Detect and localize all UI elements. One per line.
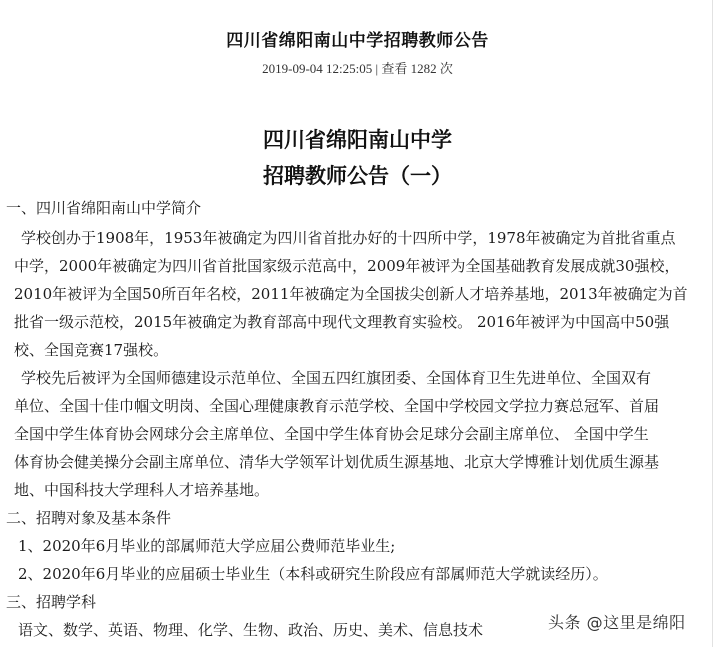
subjects-list: 语文、数学、英语、物理、化学、生物、政治、历史、美术、信息技术 bbox=[18, 621, 484, 639]
paragraph-line: 全国中学生体育协会网球分会主席单位、全国中学生体育协会足球分会副主席单位、 全国中学生 bbox=[14, 425, 649, 443]
paragraph-line: 单位、全国十佳巾帼文明岗、全国心理健康教育示范学校、全国中学校园文学拉力赛总冠军、首届 bbox=[14, 397, 660, 415]
paragraph-line: 学校创办于1908年，1953年被确定为四川省首批办好的十四所中学，1978年被确定为首批省重点 bbox=[21, 229, 676, 247]
article-meta-info: 2019-09-04 12:25:05 | 查看 1282 次 bbox=[262, 61, 453, 76]
requirement-item: 2、2020年6月毕业的应届硕士毕业生（本科或研究生阶段应有部属师范大学就读经历）。 bbox=[18, 565, 608, 583]
requirement-item: 1、2020年6月毕业的部属师范大学应届公费师范毕业生; bbox=[18, 537, 396, 555]
document-title-notice: 招聘教师公告（一） bbox=[263, 164, 452, 188]
section-heading-intro: 一、四川省绵阳南山中学简介 bbox=[6, 199, 202, 217]
paragraph-line: 2010年被评为全国50所百年名校，2011年被确定为全国拔尖创新人才培养基地，2013年被确定为首 bbox=[14, 285, 688, 303]
article-header-title: 四川省绵阳南山中学招聘教师公告 bbox=[226, 31, 489, 51]
document-title-school: 四川省绵阳南山中学 bbox=[263, 128, 452, 152]
page-edge-divider bbox=[712, 0, 713, 647]
watermark-label: 头条 @这里是绵阳 bbox=[548, 613, 686, 632]
paragraph-line: 中学，2000年被确定为四川省首批国家级示范高中，2009年被评为全国基础教育发展成就30强校， bbox=[14, 257, 680, 275]
section-heading-subjects: 三、招聘学科 bbox=[6, 593, 97, 611]
paragraph-line: 学校先后被评为全国师德建设示范单位、全国五四红旗团委、全国体育卫生先进单位、全国双有 bbox=[21, 369, 652, 387]
section-heading-requirements: 二、招聘对象及基本条件 bbox=[6, 509, 172, 527]
paragraph-line: 地、中国科技大学理科人才培养基地。 bbox=[14, 481, 270, 499]
paragraph-line: 体育协会健美操分会副主席单位、清华大学领军计划优质生源基地、北京大学博雅计划优质生源基 bbox=[14, 453, 660, 471]
paragraph-line: 批省一级示范校，2015年被确定为教育部高中现代文理教育实验校。 2016年被评为中国高中50强 bbox=[14, 313, 670, 331]
paragraph-line: 校、全国竞赛17强校。 bbox=[14, 341, 169, 359]
